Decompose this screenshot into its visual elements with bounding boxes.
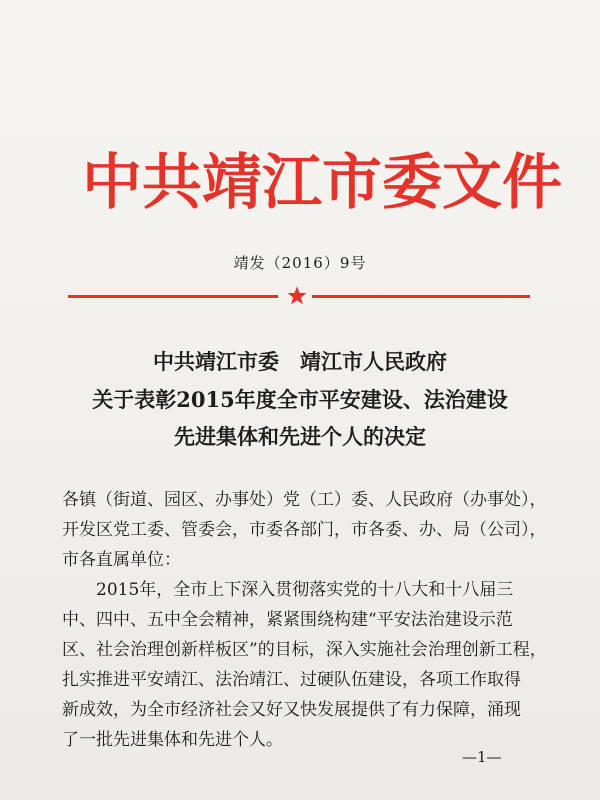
red-divider-left <box>68 295 278 298</box>
red-divider-right <box>312 295 530 298</box>
body-paragraph-line-6: 了一批先进集体和先进个人。 <box>62 730 283 750</box>
body-paragraph-line-5: 新成效，为全市经济社会又好又快发展提供了有力保障，涌现 <box>62 700 521 720</box>
addressee-line-1: 各镇（街道、园区、办事处）党（工）委、人民政府（办事处）， <box>62 490 547 510</box>
body-paragraph-line-3: 区、社会治理创新样板区”的目标，深入实施社会治理创新工程， <box>62 640 547 660</box>
addressee-line-2: 开发区党工委、管委会，市委各部门，市各委、办、局（公司）， <box>62 520 547 540</box>
body-paragraph-line-4: 扎实推进平安靖江、法治靖江、过硬队伍建设，各项工作取得 <box>62 670 521 690</box>
masthead-title: 中共靖江市委文件 <box>82 148 562 218</box>
body-paragraph-line-1: 2015年，全市上下深入贯彻落实党的十八大和十八届三 <box>62 580 514 600</box>
document-number: 靖发（2016）9号 <box>233 254 367 272</box>
decision-title-line-2: 关于表彰2015年度全市平安建设、法治建设 <box>92 387 508 412</box>
addressee-line-3: 市各直属单位： <box>62 550 181 570</box>
decision-title-line-1: 中共靖江市委 靖江市人民政府 <box>153 349 447 374</box>
decision-title-line-3: 先进集体和先进个人的决定 <box>174 424 426 449</box>
red-star-icon <box>286 285 308 307</box>
page-number: —1— <box>462 748 502 766</box>
body-paragraph-line-2: 中、四中、五中全会精神，紧紧围绕构建“平安法治建设示范 <box>62 610 513 630</box>
